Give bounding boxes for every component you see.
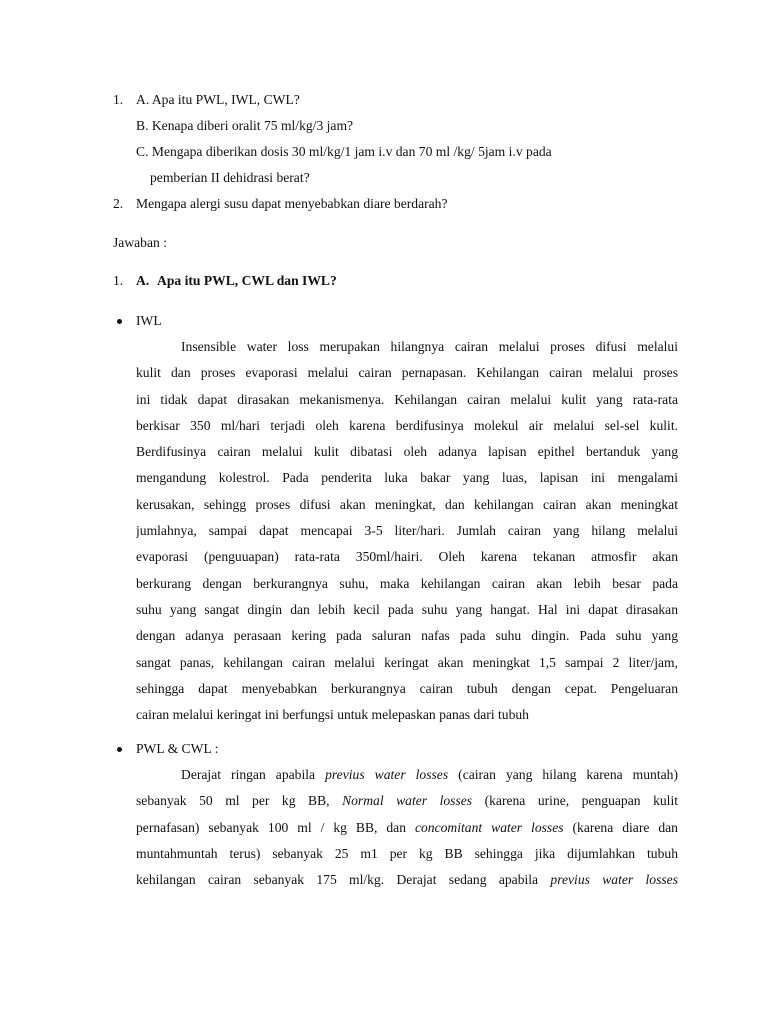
bullet-icon — [117, 747, 122, 752]
pwl-term-normal: Normal water losses — [342, 793, 473, 809]
iwl-line: berkurang dengan berkurangnya suhu, maka kehilangan cairan akan lebih besar pada — [136, 575, 678, 591]
pwl-text: pernafasan) sebanyak 100 ml / kg BB, dan — [136, 819, 415, 835]
pwl-text: sebanyak 50 ml per kg BB, — [136, 793, 343, 809]
question-1-number: 1. — [113, 92, 124, 107]
iwl-line: Berdifusinya cairan melalui kulit dibatasi oleh adanya lapisan epithel bertanduk yang — [136, 444, 678, 460]
iwl-line: mengandung kolestrol. Pada penderita luka bakar yang luas, lapisan ini mengalami — [136, 470, 678, 486]
iwl-line: sangat panas, kehilangan cairan melalui keringat akan meningkat 1,5 sampai 2 liter/jam, — [136, 654, 678, 670]
pwl-text: (karena diare dan — [563, 819, 678, 835]
iwl-line: kulit dan proses evaporasi melalui cairan pernapasan. Kehilangan cairan melalui proses — [136, 365, 678, 381]
question-2-number: 2. — [113, 196, 124, 211]
pwl-line — [136, 792, 678, 818]
iwl-line: ini tidak dapat dirasakan mekanismenya. Kehilangan cairan melalui kulit yang rata-rata — [136, 391, 678, 407]
question-1c: C. Mengapa diberikan dosis 30 ml/kg/1 jam i.v dan 70 ml /kg/ 5jam i.v pada — [136, 144, 552, 159]
pwl-term-previus: previus water losses — [550, 872, 678, 888]
pwl-line — [136, 871, 678, 897]
pwl-line — [136, 766, 678, 792]
pwl-text: kehilangan cairan sebanyak 175 ml/kg. Derajat sedang apabila — [136, 872, 551, 888]
iwl-paragraph — [136, 338, 678, 732]
iwl-line: suhu yang sangat dingin dan lebih kecil pada suhu yang hangat. Hal ini dapat dirasakan — [136, 601, 678, 617]
bullet-icon — [117, 319, 122, 324]
iwl-line: evaporasi (penguuapan) rata-rata 350ml/hairi. Oleh karena tekanan atmosfir akan — [136, 549, 678, 565]
iwl-line: berkisar 350 ml/hari terjadi oleh karena berdifusinya molekul air melalui sel-sel kulit. — [136, 417, 678, 433]
pwl-term-concomitant: concomitant water losses — [414, 819, 564, 835]
iwl-line: Insensible water loss merupakan hilangnya cairan melalui proses difusi melalui — [181, 339, 678, 354]
iwl-line: dengan adanya perasaan kering pada saluran nafas pada suhu dingin. Pada suhu yang — [136, 628, 678, 644]
answer-heading-title: Apa itu PWL, CWL dan IWL? — [157, 273, 337, 288]
pwl-line: muntahmuntah terus) sebanyak 25 m1 per kg BB sehingga jika dijumlahkan tubuh — [136, 845, 678, 861]
question-1c-continued: pemberian II dehidrasi berat? — [150, 170, 310, 185]
iwl-line: kerusakan, sehingg proses difusi akan meningkat, dan kehilangan cairan akan meningkat — [136, 496, 678, 512]
iwl-title: IWL — [136, 313, 162, 328]
pwl-text: (cairan yang hilang karena muntah) — [448, 767, 678, 782]
iwl-line: sehingga dapat menyebabkan berkurangnya cairan tubuh dengan cepat. Pengeluaran — [136, 680, 678, 696]
question-1a: A. Apa itu PWL, IWL, CWL? — [136, 92, 300, 107]
answer-heading-letter: A. — [136, 273, 150, 288]
answer-heading-number: 1. — [113, 273, 124, 288]
pwl-title: PWL & CWL : — [136, 741, 219, 756]
question-1b: B. Kenapa diberi oralit 75 ml/kg/3 jam? — [136, 118, 354, 133]
iwl-line: cairan melalui keringat ini berfungsi untuk melepaskan panas dari tubuh — [136, 707, 529, 723]
iwl-line: jumlahnya, sampai dapat mencapai 3-5 liter/hari. Jumlah cairan yang hilang melalui — [136, 523, 678, 539]
pwl-text: Derajat ringan apabila — [181, 767, 326, 782]
pwl-paragraph — [136, 766, 678, 897]
pwl-line — [136, 819, 678, 845]
pwl-term-previus: previus water losses — [325, 767, 449, 782]
question-2: Mengapa alergi susu dapat menyebabkan diare berdarah? — [136, 196, 448, 211]
pwl-text: (karena urine, penguapan kulit — [472, 793, 678, 809]
answer-label: Jawaban : — [113, 235, 167, 250]
